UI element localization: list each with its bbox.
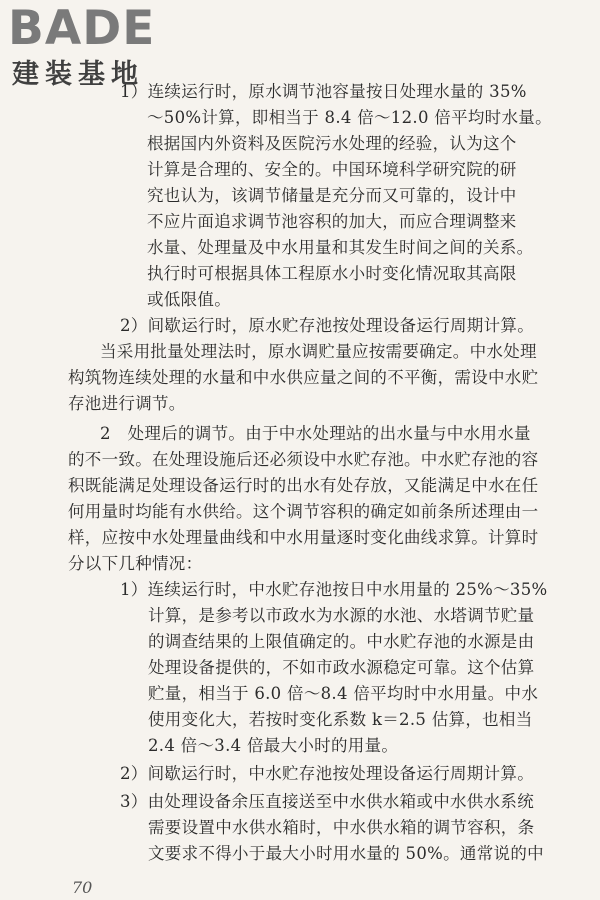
text-line: 1）连续运行时，原水调节池容量按日处理水量的 35% [120,82,527,101]
text-line: 1）连续运行时，中水贮存池按日中水用量的 25%～35% [120,580,548,599]
text-line: 构筑物连续处理的水量和中水供应量之间的不平衡，需设中水贮 [68,368,539,387]
text-line: 计算，是参考以市政水为水源的水池、水塔调节贮量 [148,606,535,625]
text-line: 文要求不得小于最大小时用水量的 50%。通常说的中 [148,844,544,863]
logo-subtitle: 建装基地 [12,59,144,90]
text-line: 2）间歇运行时，原水贮存池按处理设备运行周期计算。 [120,316,534,335]
text-line: 计算是合理的、安全的。中国环境科学研究院的研 [147,160,517,179]
text-line: 究也认为，该调节储量是充分而又可靠的，设计中 [147,186,517,205]
logo-wordmark: BADE [8,1,156,56]
text-line: 积既能满足处理设备运行时的出水有处存放，又能满足中水在任 [68,476,539,495]
text-line: 当采用批量处理法时，原水调贮量应按需要确定。中水处理 [100,342,537,361]
text-line: 处理设备提供的，不如市政水源稳定可靠。这个估算 [148,658,535,677]
text-line: 3）由处理设备余压直接送至中水供水箱或中水供水系统 [120,792,534,811]
text-line: 使用变化大，若按时变化系数 k＝2.5 估算，也相当 [148,710,533,729]
text-line: 执行时可根据具体工程原水小时变化情况取其高限 [147,264,517,283]
text-line: 的不一致。在处理设施后还必须设中水贮存池。中水贮存池的容 [68,450,539,469]
text-line: 的调查结果的上限值确定的。中水贮存池的水源是由 [148,632,535,651]
text-line: 水量、处理量及中水用量和其发生时间之间的关系。 [147,238,534,257]
text-line: ～50%计算，即相当于 8.4 倍～12.0 倍平均时水量。 [147,108,552,127]
text-line: 贮量，相当于 6.0 倍～8.4 倍平均时中水用量。中水 [148,684,539,703]
text-line: 不应片面追求调节池容积的加大，而应合理调整来 [147,212,517,231]
text-line: 2 处理后的调节。由于中水处理站的出水量与中水用水量 [100,424,531,443]
page-number: 70 [72,878,93,897]
text-line: 何用量时均能有水供给。这个调节容积的确定如前条所述理由一 [68,502,539,521]
text-line: 分以下几种情况： [68,554,203,573]
text-line: 需要设置中水供水箱时，中水供水箱的调节容积，条 [148,818,535,837]
text-line: 存池进行调节。 [68,394,186,413]
text-line: 根据国内外资料及医院污水处理的经验，认为这个 [147,134,517,153]
text-line: 或低限值。 [147,290,231,309]
logo [8,1,178,90]
text-line: 样，应按中水处理量曲线和中水用量逐时变化曲线求算。计算时 [68,528,539,547]
text-line: 2）间歇运行时，中水贮存池按处理设备运行周期计算。 [120,764,534,783]
text-line: 2.4 倍～3.4 倍最大小时的用量。 [148,736,399,755]
